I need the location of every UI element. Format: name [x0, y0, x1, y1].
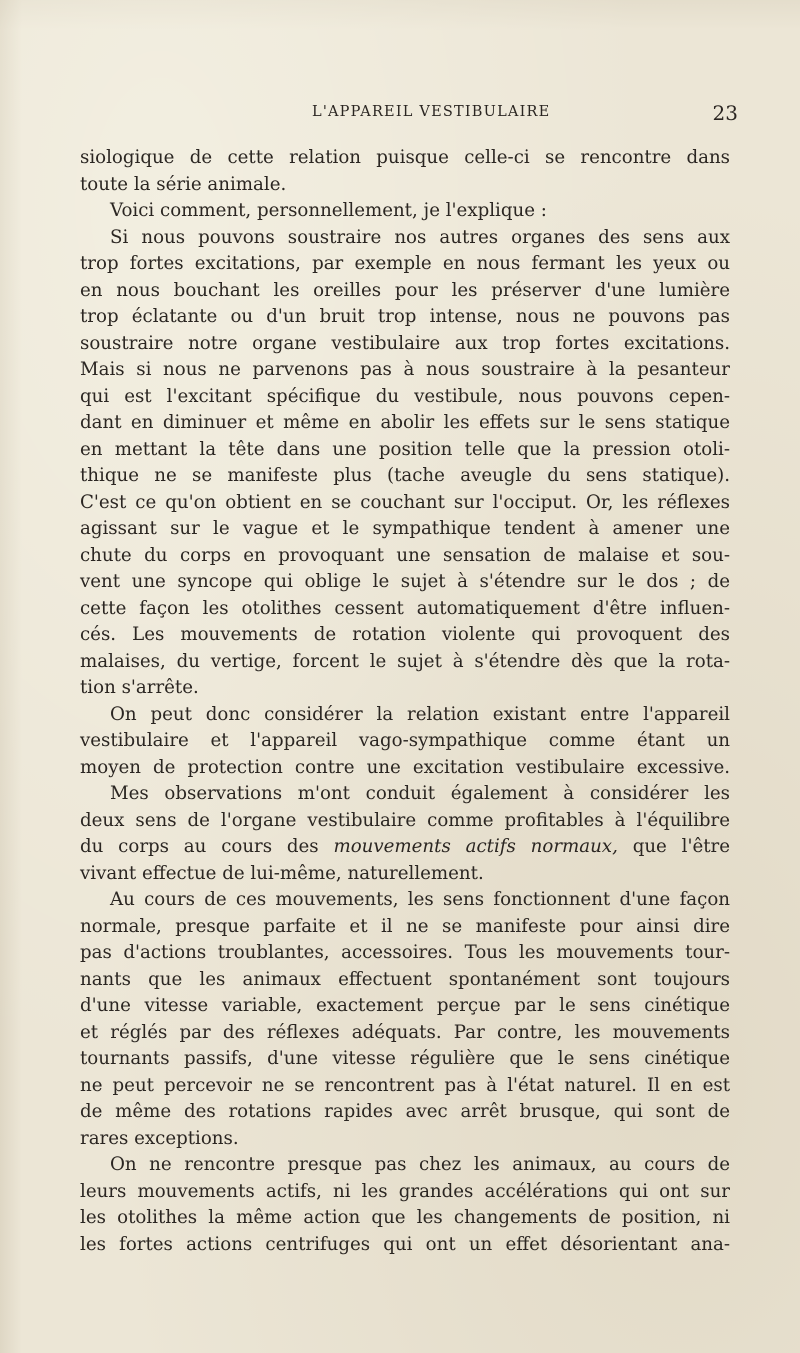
- text-line: siologique de cette relation puisque celle-ci se rencontre dans: [80, 147, 730, 168]
- paragraph-start: Mes observations m'ont conduit également à considérer les: [110, 783, 730, 804]
- paragraph-start: On ne rencontre presque pas chez les animaux, au cours de: [110, 1154, 730, 1175]
- text-line: malaises, du vertige, forcent le sujet à s'étendre dès que la rota-: [80, 650, 730, 672]
- text-line: tion s'arrête.: [80, 677, 199, 698]
- emphasis: mouvements actifs normaux,: [333, 836, 618, 857]
- paragraph-start: On peut donc considérer la relation existant entre l'appareil: [110, 703, 730, 725]
- text-line: qui est l'excitant spécifique du vestibule, nous pouvons cepen-: [80, 385, 730, 407]
- text-line-with-emphasis: [80, 834, 730, 861]
- text-line: en nous bouchant les oreilles pour les préserver d'une lumière: [80, 279, 730, 301]
- text-line: tournants passifs, d'une vitesse régulière que le sens cinétique: [80, 1048, 730, 1069]
- text-line: rares exceptions.: [80, 1127, 239, 1149]
- text-fragment: du corps au cours des: [80, 836, 319, 857]
- text-line: en mettant la tête dans une position telle que la pression otoli-: [80, 438, 730, 460]
- text-line: vivant effectue de lui-même, naturellement.: [80, 862, 484, 884]
- text-line: deux sens de l'organe vestibulaire comme profitables à l'équilibre: [80, 809, 730, 831]
- text-line: trop éclatante ou d'un bruit trop intense, nous ne pouvons pas: [80, 306, 730, 327]
- text-line: leurs mouvements actifs, ni les grandes accélérations qui ont sur: [80, 1180, 730, 1202]
- text-line: cés. Les mouvements de rotation violente qui provoquent des: [80, 624, 730, 645]
- text-line: et réglés par des réflexes adéquats. Par contre, les mouvements: [80, 1021, 730, 1043]
- text-line: trop fortes excitations, par exemple en nous fermant les yeux ou: [80, 253, 730, 274]
- text-line: les fortes actions centrifuges qui ont un effet désorientant ana-: [80, 1233, 730, 1255]
- text-line: vestibulaire et l'appareil vago-sympathique comme étant un: [80, 730, 730, 751]
- text-line: toute la série animale.: [80, 173, 287, 195]
- text-line: les otolithes la même action que les changements de position, ni: [80, 1207, 730, 1228]
- running-title: L'APPAREIL VESTIBULAIRE: [312, 104, 551, 120]
- text-line: d'une vitesse variable, exactement perçue par le sens cinétique: [80, 995, 730, 1016]
- text-line: nants que les animaux effectuent spontanément sont toujours: [80, 968, 730, 990]
- body-text: [80, 145, 730, 1258]
- text-line: pas d'actions troublantes, accessoires. Tous les mouvements tour-: [80, 942, 730, 963]
- paragraph-start: Voici comment, personnellement, je l'explique :: [110, 200, 547, 221]
- text-line: chute du corps en provoquant une sensation de malaise et sou-: [80, 544, 730, 566]
- text-line: soustraire notre organe vestibulaire aux trop fortes excitations.: [80, 332, 730, 354]
- text-line: cette façon les otolithes cessent automatiquement d'être influen-: [80, 597, 730, 619]
- text-line: moyen de protection contre une excitation vestibulaire excessive.: [80, 756, 730, 778]
- text-line: dant en diminuer et même en abolir les effets sur le sens statique: [80, 412, 730, 433]
- text-line: Mais si nous ne parvenons pas à nous soustraire à la pesanteur: [80, 359, 730, 380]
- text-line: normale, presque parfaite et il ne se manifeste pour ainsi dire: [80, 915, 730, 937]
- page-number: 23: [712, 101, 738, 125]
- text-line: vent une syncope qui oblige le sujet à s'étendre sur le dos ; de: [80, 571, 730, 592]
- paragraph-start: Si nous pouvons soustraire nos autres organes des sens aux: [110, 226, 730, 248]
- text-line: thique ne se manifeste plus (tache aveugle du sens statique).: [80, 465, 730, 486]
- text-line: agissant sur le vague et le sympathique tendent à amener une: [80, 518, 730, 539]
- text-line: de même des rotations rapides avec arrêt brusque, qui sont de: [80, 1101, 730, 1122]
- text-fragment: que l'être: [632, 836, 730, 857]
- paragraph-start: Au cours de ces mouvements, les sens fonctionnent d'une façon: [110, 889, 730, 910]
- running-header: [80, 101, 738, 128]
- text-line: C'est ce qu'on obtient en se couchant sur l'occiput. Or, les réflexes: [80, 491, 730, 513]
- text-line: ne peut percevoir ne se rencontrent pas à l'état naturel. Il en est: [80, 1074, 730, 1096]
